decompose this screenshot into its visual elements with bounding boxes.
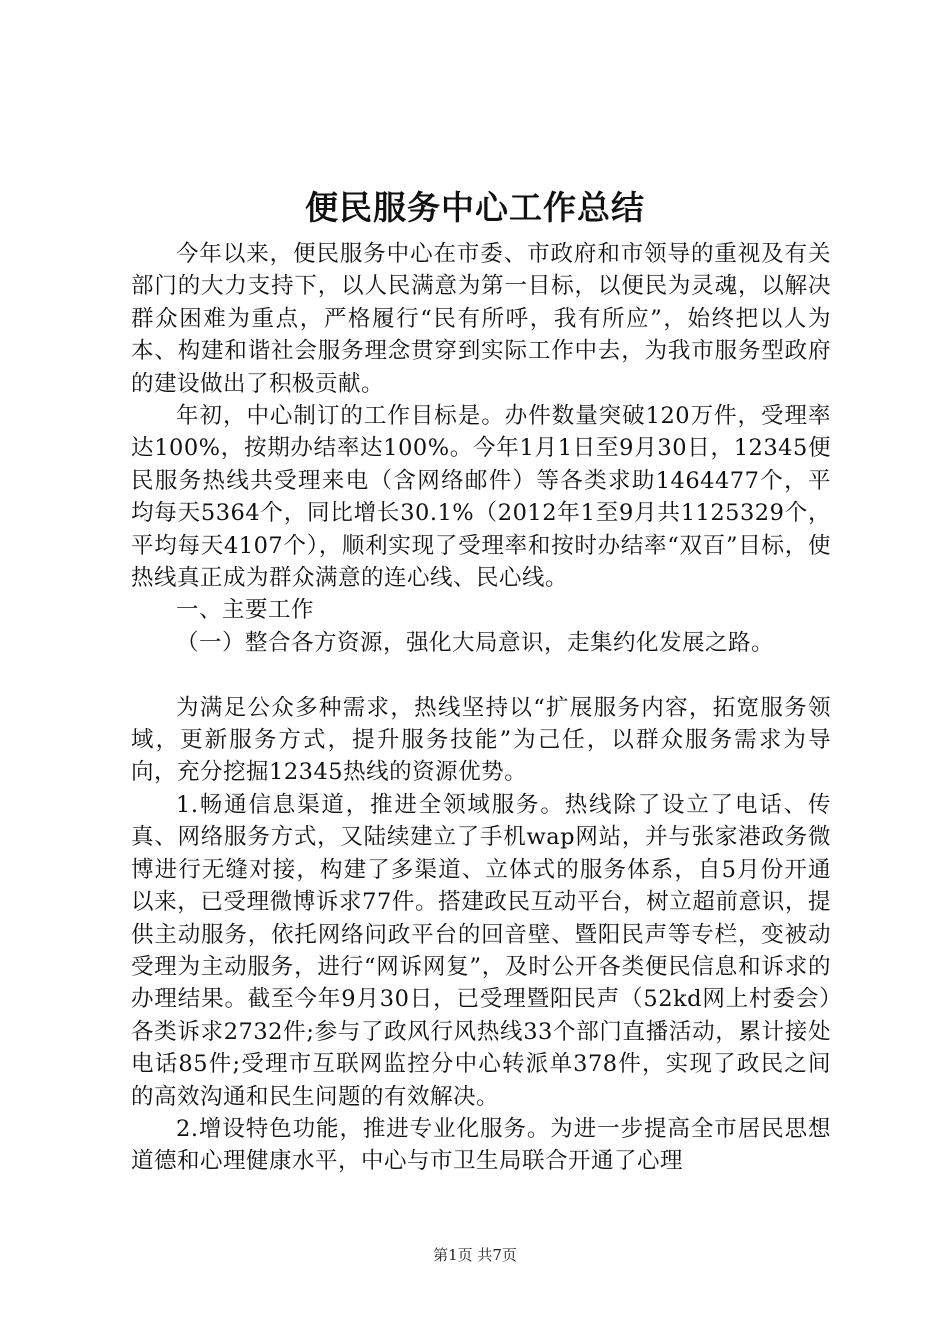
paragraph-item-2: 2.增设特色功能，推进专业化服务。为进一步提高全市居民思想道德和心理健康水平，中心与市卫生局联合开通了心理 [131, 1115, 831, 1175]
paragraph-goals: 年初，中心制订的工作目标是。办件数量突破120万件，受理率达100%，按期办结率达100%。今年1月1日至9月30日，12345便民服务热线共受理来电（含网络邮件）等各类求助1464477个，平均每天5364个，同比增长30.1%（2012年1至9月共1125329个，平均每天4107个），顺利实现了受理率和按时办结率“双百”目标，使热线真正成为群众满意的连心线、民心线。 [131, 403, 831, 592]
paragraph-intro: 今年以来，便民服务中心在市委、市政府和市领导的重视及有关部门的大力支持下，以人民满意为第一目标，以便民为灵魂，以解决群众困难为重点，严格履行“民有所呼，我有所应”，始终把以人为本、构建和谐社会服务理念贯穿到实际工作中去，为我市服务型政府的建设做出了积极贡献。 [131, 241, 831, 397]
document-body [131, 238, 831, 1178]
paragraph-spacer [131, 659, 831, 691]
paragraph-needs: 为满足公众多种需求，热线坚持以“扩展服务内容，拓宽服务领域，更新服务方式，提升服务技能”为己任，以群众服务需求为导向，充分挖掘12345热线的资源优势。 [131, 694, 831, 786]
page-footer: 第1页 共7页 [433, 1246, 517, 1264]
subsection-heading-1: （一）整合各方资源，强化大局意识，走集约化发展之路。 [176, 629, 775, 656]
paragraph-item-1: 1.畅通信息渠道，推进全领域服务。热线除了设立了电话、传真、网络服务方式，又陆续建立了手机wap网站，并与张家港政务微博进行无缝对接，构建了多渠道、立体式的服务体系，自5月份开通以来，已受理微博诉求77件。搭建政民互动平台，树立超前意识，提供主动服务，依托网络问政平台的回音壁、暨阳民声等专栏，变被动受理为主动服务，进行“网诉网复”，及时公开各类便民信息和诉求的办理结果。截至今年9月30日，已受理暨阳民声（52kd网上村委会）各类诉求2732件;参与了政风行风热线33个部门直播活动，累计接处电话85件;受理市互联网监控分中心转派单378件，实现了政民之间的高效沟通和民生问题的有效解决。 [131, 791, 831, 1110]
section-heading-main-work: 一、主要工作 [176, 597, 315, 624]
document-title: 便民服务中心工作总结 [305, 188, 645, 227]
